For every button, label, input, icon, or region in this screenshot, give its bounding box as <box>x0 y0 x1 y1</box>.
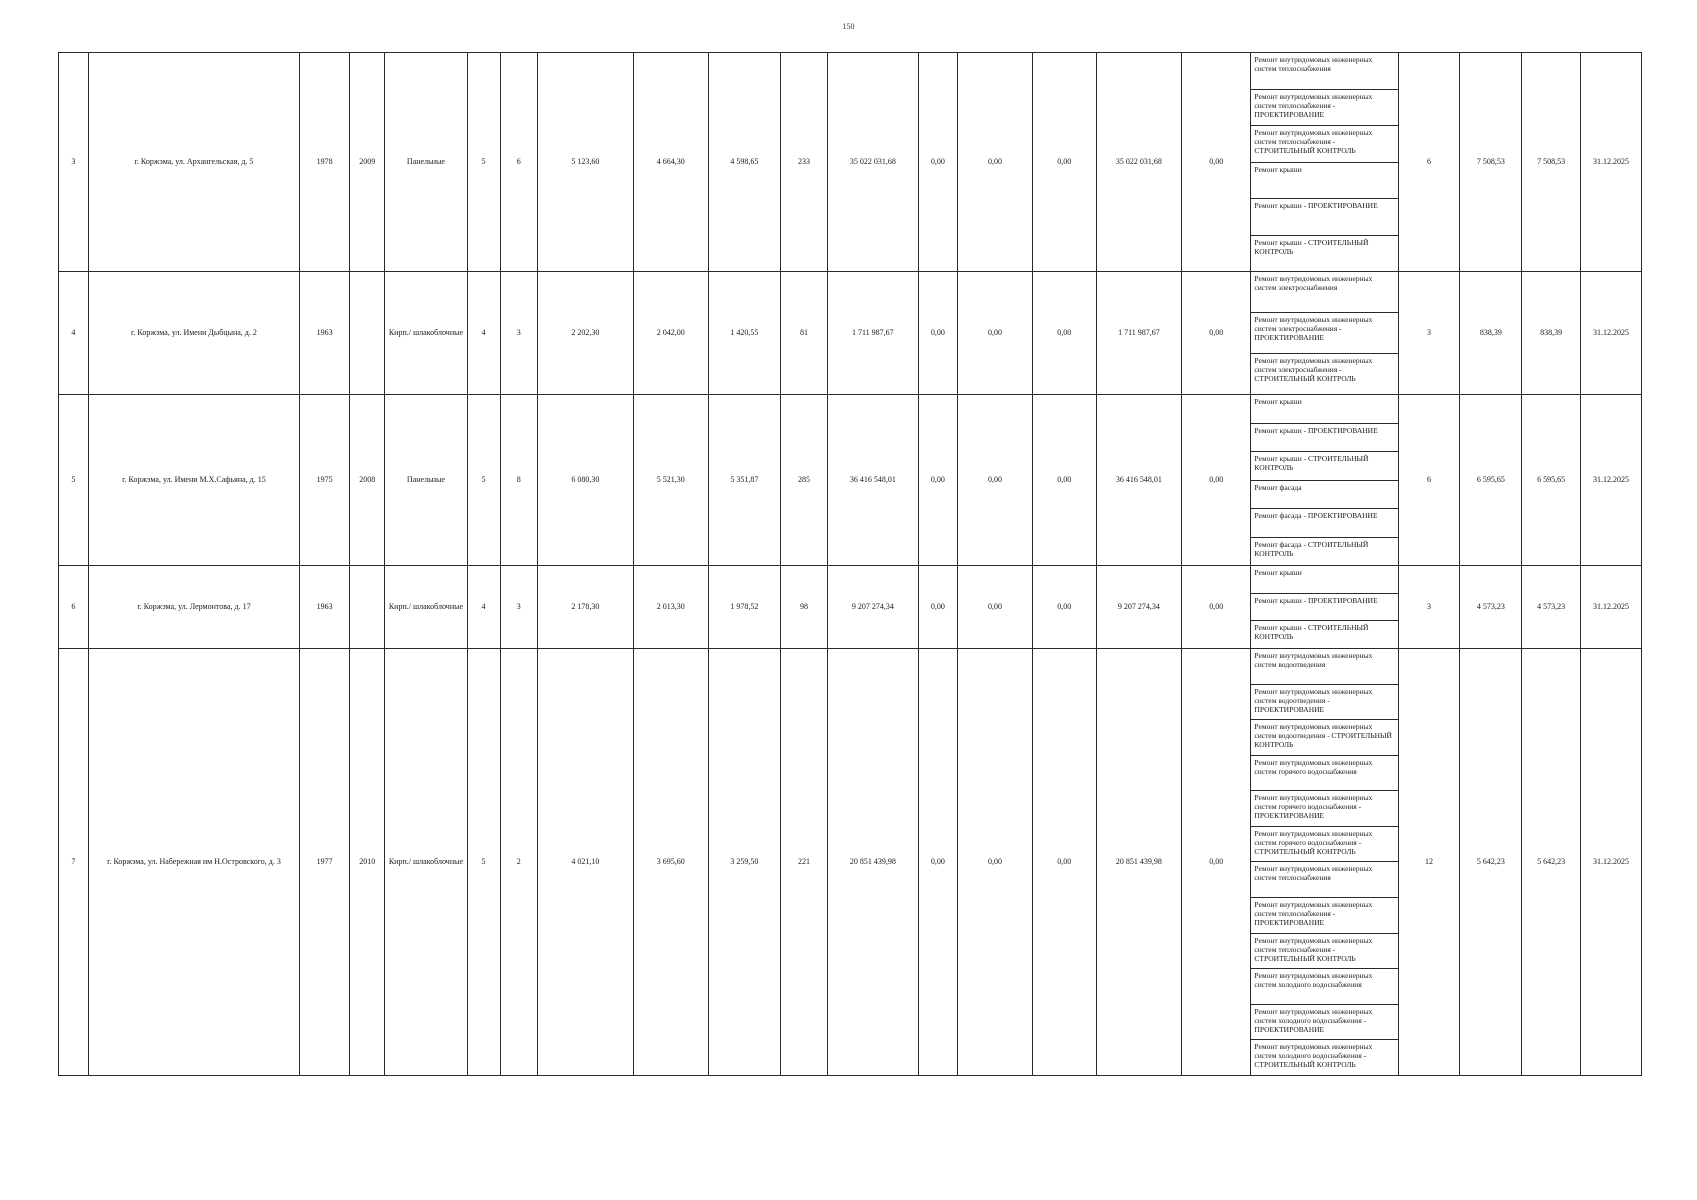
cell-year-overhaul <box>350 566 385 649</box>
work-item: Ремонт крыши - СТРОИТЕЛЬНЫЙ КОНТРОЛЬ <box>1254 623 1369 642</box>
cell-area-premises: 5 521,30 <box>633 395 708 566</box>
cell-deadline: 31.12.2025 <box>1581 53 1642 272</box>
cell-works-list <box>1251 649 1398 1076</box>
work-item: Ремонт внутридомовых инженерных систем электроснабжения - СТРОИТЕЛЬНЫЙ КОНТРОЛЬ <box>1254 356 1373 383</box>
cell-fund-federal: 0,00 <box>918 649 957 1076</box>
work-item: Ремонт внутридомовых инженерных систем водоотведения - ПРОЕКТИРОВАНИЕ <box>1251 685 1397 721</box>
cell-fund-owners: 36 416 548,01 <box>1096 395 1181 566</box>
cell-year-overhaul: 2010 <box>350 649 385 1076</box>
cell-fund-owners: 20 851 439,98 <box>1096 649 1181 1076</box>
cell-area-premises: 2 013,30 <box>633 566 708 649</box>
cell-floors: 5 <box>467 395 500 566</box>
cell-area-residential: 3 259,50 <box>708 649 781 1076</box>
cell-unit-cost-limit: 6 595,65 <box>1522 395 1581 566</box>
work-item: Ремонт внутридомовых инженерных систем холодного водоснабжения <box>1251 969 1397 1005</box>
cell-cost-total: 9 207 274,34 <box>828 566 919 649</box>
cell-unit-cost-limit: 838,39 <box>1522 272 1581 395</box>
cell-cost-total: 20 851 439,98 <box>828 649 919 1076</box>
cell-year-built: 1977 <box>300 649 350 1076</box>
work-item: Ремонт внутридомовых инженерных систем теплоснабжения <box>1251 53 1397 90</box>
work-item: Ремонт внутридомовых инженерных систем горячего водоснабжения <box>1251 756 1397 792</box>
cell-address: г. Коржэма, ул. Имени М.Х.Сафьяна, д. 15 <box>88 395 299 566</box>
works-list <box>1251 566 1397 648</box>
cell-year-overhaul <box>350 272 385 395</box>
cell-fund-local: 0,00 <box>1032 272 1096 395</box>
cell-unit-cost: 7 508,53 <box>1460 53 1522 272</box>
cell-address: г. Коржэма, ул. Лермонтова, д. 17 <box>88 566 299 649</box>
cell-area-total: 2 202,30 <box>537 272 633 395</box>
cell-year-built: 1963 <box>300 272 350 395</box>
cell-unit-cost: 4 573,23 <box>1460 566 1522 649</box>
cell-unit-cost: 5 642,23 <box>1460 649 1522 1076</box>
cell-area-total: 6 080,30 <box>537 395 633 566</box>
cell-fund-other: 0,00 <box>1182 53 1251 272</box>
cell-address: г. Коржэма, ул. Имени Дыбцына, д. 2 <box>88 272 299 395</box>
work-item: Ремонт внутридомовых инженерных систем водоотведения - СТРОИТЕЛЬНЫЙ КОНТРОЛЬ <box>1251 720 1397 756</box>
cell-works-list <box>1251 566 1398 649</box>
work-item: Ремонт крыши <box>1251 395 1397 424</box>
cell-entrances: 3 <box>500 272 537 395</box>
cell-address: г. Коржэма, ул. Набережная им Н.Островского, д. 3 <box>88 649 299 1076</box>
cell-wall-material: Панельные <box>385 53 467 272</box>
work-item: Ремонт внутридомовых инженерных систем водоотведения <box>1251 649 1397 685</box>
work-item: Ремонт крыши <box>1251 566 1397 594</box>
cell-fund-other: 0,00 <box>1182 395 1251 566</box>
cell-unit-cost-limit: 7 508,53 <box>1522 53 1581 272</box>
cell-fund-other: 0,00 <box>1182 649 1251 1076</box>
cell-deadline: 31.12.2025 <box>1581 272 1642 395</box>
cell-residents: 221 <box>781 649 828 1076</box>
cell-area-residential: 5 351,87 <box>708 395 781 566</box>
work-item: Ремонт внутридомовых инженерных систем холодного водоснабжения - ПРОЕКТИРОВАНИЕ <box>1251 1005 1397 1041</box>
cell-area-residential: 1 978,52 <box>708 566 781 649</box>
cell-fund-owners: 35 022 031,68 <box>1096 53 1181 272</box>
work-item: Ремонт внутридомовых инженерных систем теплоснабжения - ПРОЕКТИРОВАНИЕ <box>1251 898 1397 934</box>
work-item: Ремонт внутридомовых инженерных систем теплоснабжения <box>1251 862 1397 898</box>
cell-no: 5 <box>59 395 89 566</box>
cell-fund-owners: 1 711 987,67 <box>1096 272 1181 395</box>
cell-works-list <box>1251 53 1398 272</box>
cell-deadline: 31.12.2025 <box>1581 395 1642 566</box>
works-list <box>1251 53 1397 271</box>
work-item: Ремонт крыши - ПРОЕКТИРОВАНИЕ <box>1251 424 1397 453</box>
cell-entrances: 8 <box>500 395 537 566</box>
table-row <box>59 566 1642 649</box>
cell-cost-total: 35 022 031,68 <box>828 53 919 272</box>
cell-residents: 285 <box>781 395 828 566</box>
cell-area-premises: 3 695,60 <box>633 649 708 1076</box>
page-number: 150 <box>842 22 855 31</box>
works-list <box>1251 649 1397 1075</box>
cell-fund-federal: 0,00 <box>918 566 957 649</box>
cell-floors: 4 <box>467 566 500 649</box>
cell-deadline: 31.12.2025 <box>1581 649 1642 1076</box>
work-item: Ремонт крыши - ПРОЕКТИРОВАНИЕ <box>1251 199 1397 236</box>
cell-fund-local: 0,00 <box>1032 395 1096 566</box>
cell-no: 7 <box>59 649 89 1076</box>
cell-area-premises: 2 042,00 <box>633 272 708 395</box>
cell-works-list <box>1251 395 1398 566</box>
cell-fund-regional: 0,00 <box>958 53 1033 272</box>
cell-wall-material: Кирп./ шлакоблочные <box>385 566 467 649</box>
cell-wall-material: Кирп./ шлакоблочные <box>385 649 467 1076</box>
cell-entrances: 3 <box>500 566 537 649</box>
work-item: Ремонт внутридомовых инженерных систем электроснабжения <box>1251 272 1397 313</box>
work-item: Ремонт крыши <box>1251 163 1397 200</box>
cell-area-residential: 1 420,55 <box>708 272 781 395</box>
cell-year-built: 1975 <box>300 395 350 566</box>
cell-fund-federal: 0,00 <box>918 395 957 566</box>
cell-wall-material: Панельные <box>385 395 467 566</box>
cell-area-residential: 4 598,65 <box>708 53 781 272</box>
table-row <box>59 649 1642 1076</box>
work-item: Ремонт внутридомовых инженерных систем горячего водоснабжения - СТРОИТЕЛЬНЫЙ КОНТРОЛЬ <box>1251 827 1397 863</box>
cell-area-total: 5 123,60 <box>537 53 633 272</box>
cell-unit-cost: 6 595,65 <box>1460 395 1522 566</box>
cell-fund-federal: 0,00 <box>918 53 957 272</box>
cell-entrances: 6 <box>500 53 537 272</box>
work-item: Ремонт фасада - ПРОЕКТИРОВАНИЕ <box>1251 509 1397 538</box>
table-row <box>59 395 1642 566</box>
works-list <box>1251 395 1397 565</box>
work-item: Ремонт фасада - СТРОИТЕЛЬНЫЙ КОНТРОЛЬ <box>1254 539 1369 558</box>
cell-address: г. Коржэма, ул. Архангельская, д. 5 <box>88 53 299 272</box>
cell-unit-cost-limit: 4 573,23 <box>1522 566 1581 649</box>
work-item: Ремонт внутридомовых инженерных систем горячего водоснабжения - ПРОЕКТИРОВАНИЕ <box>1251 791 1397 827</box>
works-list <box>1251 272 1397 394</box>
cell-fund-owners: 9 207 274,34 <box>1096 566 1181 649</box>
work-item: Ремонт внутридомовых инженерных систем холодного водоснабжения - СТРОИТЕЛЬНЫЙ КОНТРОЛЬ <box>1254 1042 1373 1070</box>
cell-fund-other: 0,00 <box>1182 272 1251 395</box>
cell-cost-total: 36 416 548,01 <box>828 395 919 566</box>
cell-fund-regional: 0,00 <box>958 649 1033 1076</box>
cell-floors: 5 <box>467 649 500 1076</box>
cell-fund-regional: 0,00 <box>958 566 1033 649</box>
work-item: Ремонт внутридомовых инженерных систем теплоснабжения - СТРОИТЕЛЬНЫЙ КОНТРОЛЬ <box>1251 126 1397 163</box>
cell-no: 6 <box>59 566 89 649</box>
cell-entrances: 2 <box>500 649 537 1076</box>
cell-works-count: 3 <box>1398 566 1460 649</box>
table-row <box>59 272 1642 395</box>
cell-works-count: 6 <box>1398 395 1460 566</box>
cell-area-total: 4 021,10 <box>537 649 633 1076</box>
cell-cost-total: 1 711 987,67 <box>828 272 919 395</box>
cell-fund-regional: 0,00 <box>958 395 1033 566</box>
cell-wall-material: Кирп./ шлакоблочные <box>385 272 467 395</box>
cell-fund-other: 0,00 <box>1182 566 1251 649</box>
cell-floors: 5 <box>467 53 500 272</box>
cell-area-total: 2 178,30 <box>537 566 633 649</box>
cell-works-count: 3 <box>1398 272 1460 395</box>
work-item: Ремонт крыши - ПРОЕКТИРОВАНИЕ <box>1251 594 1397 622</box>
cell-works-list <box>1251 272 1398 395</box>
work-item: Ремонт крыши - СТРОИТЕЛЬНЫЙ КОНТРОЛЬ <box>1251 452 1397 481</box>
cell-works-count: 12 <box>1398 649 1460 1076</box>
cell-unit-cost: 838,39 <box>1460 272 1522 395</box>
cell-fund-local: 0,00 <box>1032 53 1096 272</box>
cell-floors: 4 <box>467 272 500 395</box>
cell-year-overhaul: 2009 <box>350 53 385 272</box>
cell-year-built: 1963 <box>300 566 350 649</box>
work-item: Ремонт крыши - СТРОИТЕЛЬНЫЙ КОНТРОЛЬ <box>1254 237 1369 256</box>
cell-residents: 98 <box>781 566 828 649</box>
cell-fund-regional: 0,00 <box>958 272 1033 395</box>
cell-unit-cost-limit: 5 642,23 <box>1522 649 1581 1076</box>
work-item: Ремонт внутридомовых инженерных систем электроснабжения - ПРОЕКТИРОВАНИЕ <box>1251 313 1397 354</box>
capital-repair-register-table <box>58 52 1642 1076</box>
work-item: Ремонт фасада <box>1251 481 1397 510</box>
cell-fund-local: 0,00 <box>1032 649 1096 1076</box>
cell-year-built: 1978 <box>300 53 350 272</box>
cell-deadline: 31.12.2025 <box>1581 566 1642 649</box>
work-item: Ремонт внутридомовых инженерных систем теплоснабжения - ПРОЕКТИРОВАНИЕ <box>1251 90 1397 127</box>
cell-no: 4 <box>59 272 89 395</box>
cell-no: 3 <box>59 53 89 272</box>
cell-residents: 81 <box>781 272 828 395</box>
cell-year-overhaul: 2008 <box>350 395 385 566</box>
cell-fund-federal: 0,00 <box>918 272 957 395</box>
cell-residents: 233 <box>781 53 828 272</box>
cell-area-premises: 4 664,30 <box>633 53 708 272</box>
work-item: Ремонт внутридомовых инженерных систем теплоснабжения - СТРОИТЕЛЬНЫЙ КОНТРОЛЬ <box>1251 934 1397 970</box>
cell-works-count: 6 <box>1398 53 1460 272</box>
cell-fund-local: 0,00 <box>1032 566 1096 649</box>
table-row <box>59 53 1642 272</box>
